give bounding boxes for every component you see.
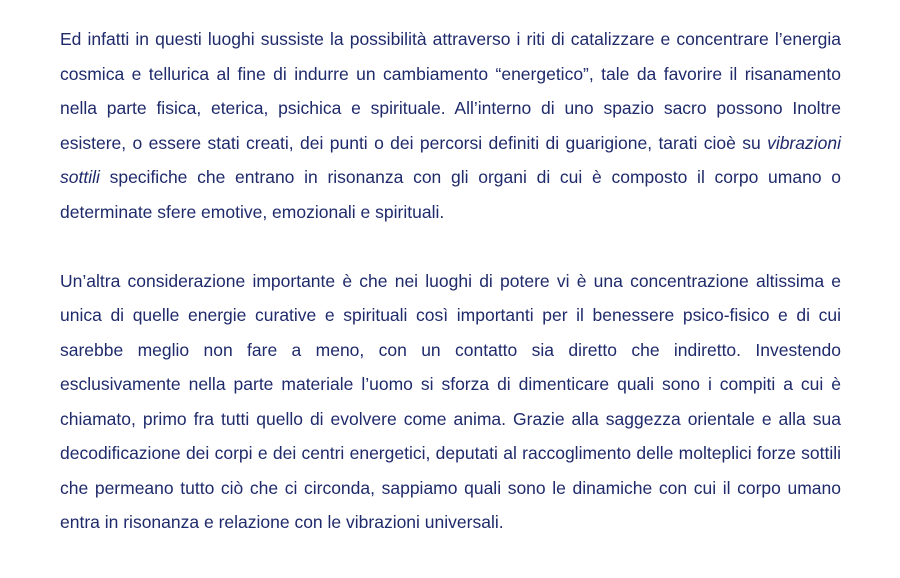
paragraph-2: Un’altra considerazione importante è che nei luoghi di potere vi è una concentrazione altissima e unica di quelle energie curative e spirituali così importanti per il benessere psico-fisico e di cui sarebbe meglio non fare a meno, con un contatto sia diretto che indiretto. Investendo esclusivamente nella parte materiale l’uomo si sforza di dimenticare quali sono i compiti a cui è chiamato, primo fra tutti quello di evolvere come anima. Grazie alla saggezza orientale e alla sua decodificazione dei corpi e dei centri energetici, deputati al raccoglimento delle molteplici forze sottili che permeano tutto ciò che ci circonda, sappiamo quali sono le dinamiche con cui il corpo umano entra in risonanza e relazione con le vibrazioni universali. — [60, 270, 841, 532]
paragraph-1-text-end: specifiche che entrano in risonanza con gli organi di cui è composto il corpo umano o determinate sfere emotive, emozionali e spirituali. — [60, 167, 841, 222]
paragraph-1 — [60, 22, 841, 229]
paragraph-1-text-start: Ed infatti in questi luoghi sussiste la possibilità attraverso i riti di catalizzare e concentrare l’energia cosmica e tellurica al fine di indurre un cambiamento “energetico”, tale da favorire il risanamento nella parte fisica, eterica, psichica e spirituale. All’interno di uno spazio sacro possono Inoltre esistere, o essere stati creati, dei punti o dei percorsi definiti di guarigione, tarati cioè su — [60, 29, 841, 153]
paragraph-1-italic-phrase: vibrazioni sottili — [60, 132, 841, 187]
document-body — [60, 22, 841, 540]
